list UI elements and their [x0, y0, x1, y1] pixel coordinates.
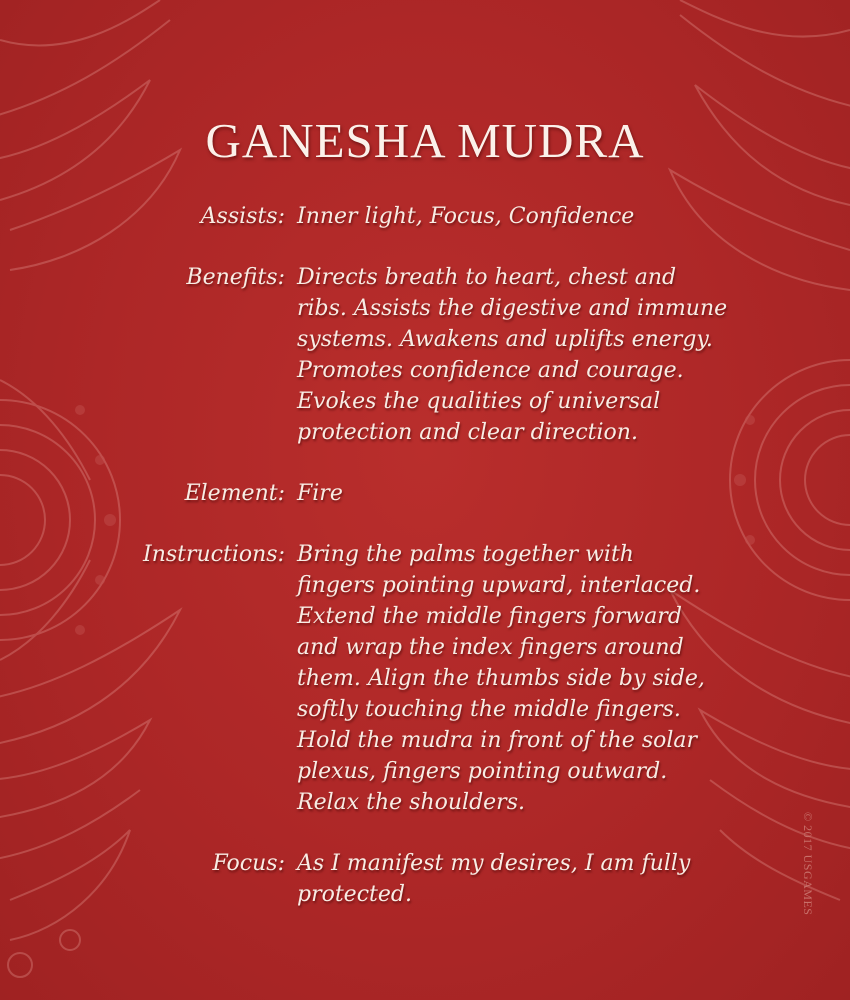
- entry-focus: [0, 848, 850, 910]
- entry-label-benefits: Benefits:: [186, 265, 285, 290]
- copyright-notice: [800, 812, 820, 972]
- entry-instructions: [0, 539, 850, 818]
- entry-value-focus: [297, 848, 797, 910]
- entry-label-assists: Assists:: [200, 204, 285, 229]
- entry-line: As I manifest my desires, I am fully: [297, 851, 691, 876]
- entry-line: systems. Awakens and uplifts energy.: [297, 327, 713, 352]
- entry-line: and wrap the index fingers around: [297, 635, 684, 660]
- entry-line: Evokes the qualities of universal: [297, 389, 661, 414]
- card-title: GANESHA MUDRA: [205, 113, 645, 168]
- entry-line: Hold the mudra in front of the solar: [297, 728, 698, 753]
- entry-line: them. Align the thumbs side by side,: [297, 666, 705, 691]
- entry-line: Extend the middle fingers forward: [297, 604, 682, 629]
- entry-value-instructions: [297, 539, 797, 818]
- entry-line: ribs. Assists the digestive and immune: [297, 296, 728, 321]
- entry-line: Inner light, Focus, Confidence: [297, 204, 635, 229]
- entry-line: fingers pointing upward, interlaced.: [297, 573, 701, 598]
- entry-line: Promotes confidence and courage.: [297, 358, 684, 383]
- entry-line: plexus, fingers pointing outward.: [297, 759, 668, 784]
- entry-line: Bring the palms together with: [297, 542, 634, 567]
- entry-label-focus: Focus:: [212, 851, 285, 876]
- entry-label-instructions: Instructions:: [143, 542, 285, 567]
- entry-line: softly touching the middle fingers.: [297, 697, 681, 722]
- copyright-text: © 2017 USGAMES: [801, 812, 815, 916]
- entry-line: protected.: [297, 882, 412, 907]
- entry-value-element: [297, 478, 797, 509]
- entry-value-benefits: [297, 262, 797, 448]
- entry-line: Directs breath to heart, chest and: [297, 265, 677, 290]
- entry-line: Fire: [297, 481, 343, 506]
- entry-element: [0, 478, 850, 509]
- entry-benefits: [0, 262, 850, 448]
- entry-line: protection and clear direction.: [297, 420, 638, 445]
- entry-assists: [0, 201, 850, 232]
- entry-label-element: Element:: [184, 481, 285, 506]
- entry-value-assists: [297, 201, 797, 232]
- mudra-details: [0, 201, 850, 940]
- entry-line: Relax the shoulders.: [297, 790, 525, 815]
